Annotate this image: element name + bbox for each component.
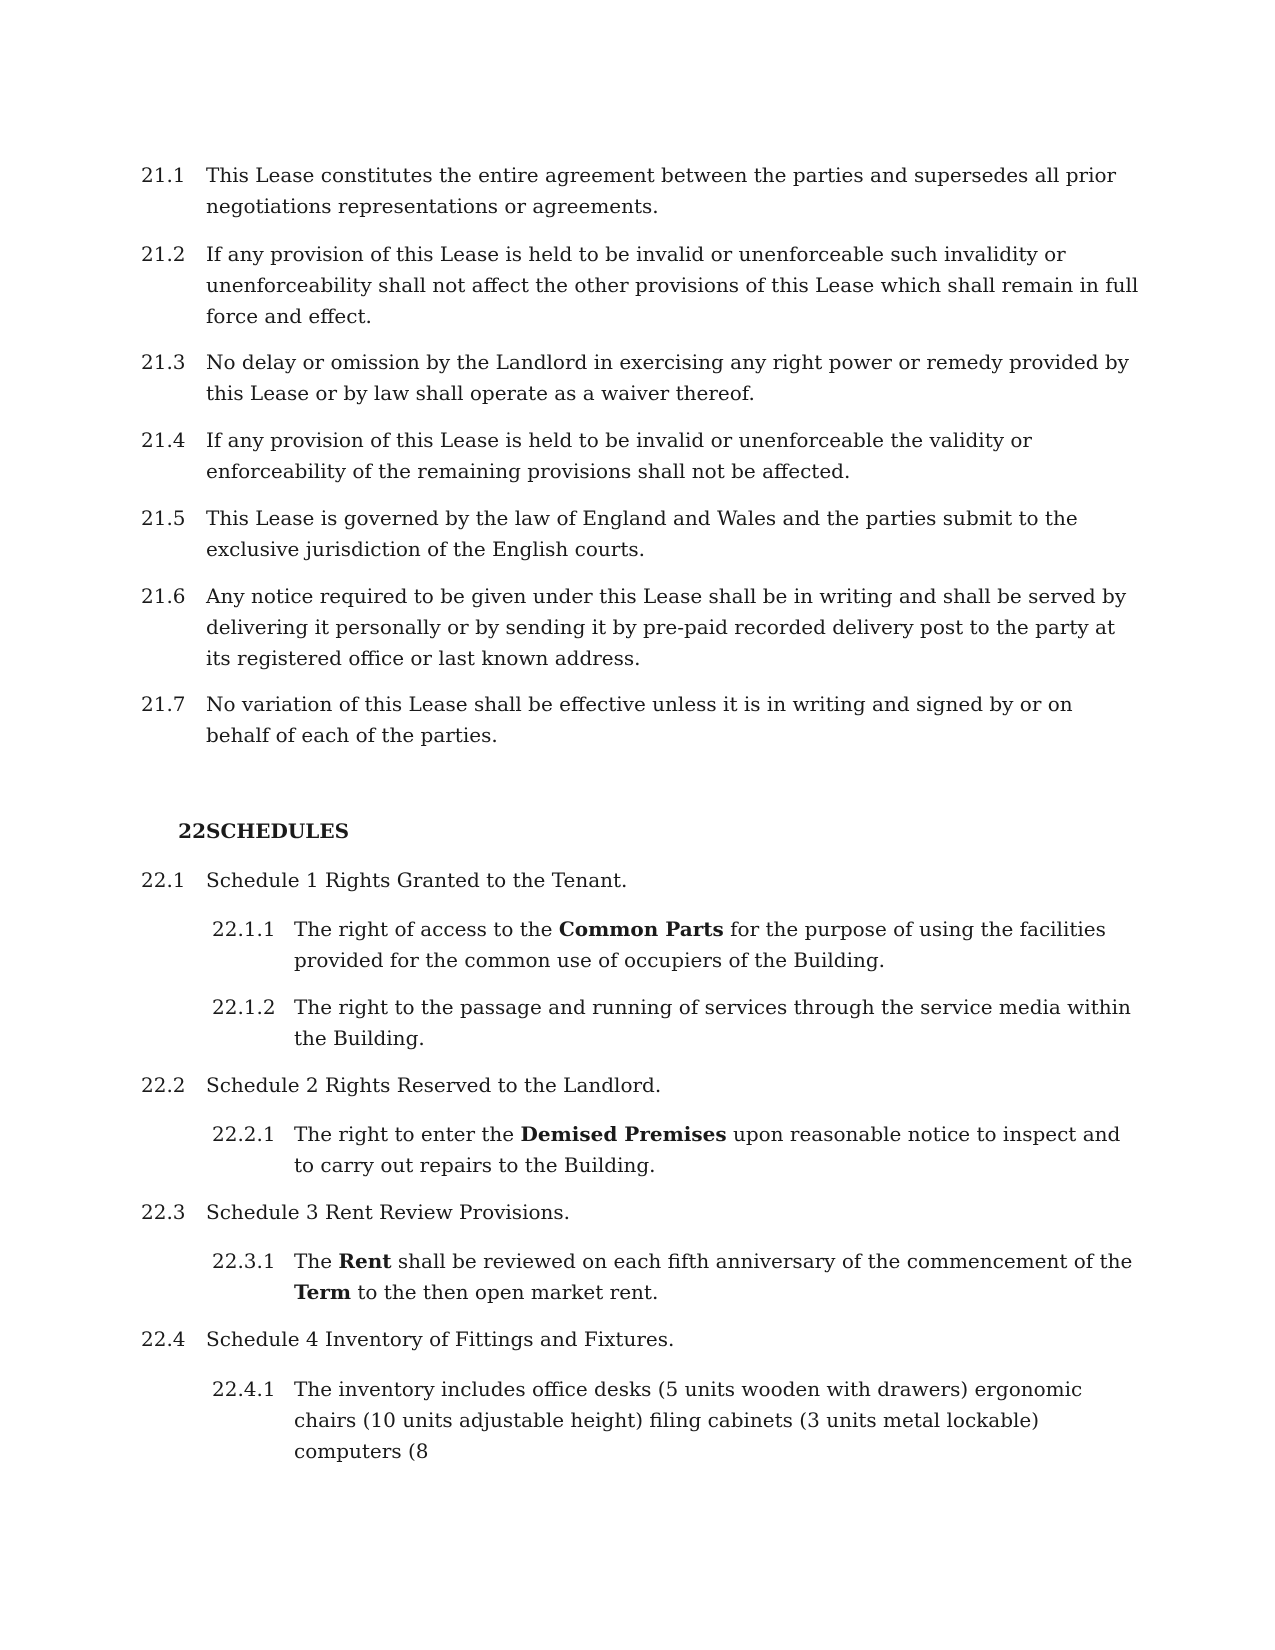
clause-21-7	[141, 689, 1141, 751]
clause-number: 22.2	[141, 1073, 186, 1097]
clause-number: 21.2	[141, 242, 186, 266]
clause-number: 21.6	[141, 584, 186, 608]
clause-text: This Lease is governed by the law of England and Wales and the parties submit to the exclusive jurisdiction of the English courts.	[206, 506, 1078, 561]
clause-number: 22.2.1	[212, 1122, 276, 1146]
clause-21-2	[141, 239, 1141, 332]
clause-text: If any provision of this Lease is held to be invalid or unenforceable such invalidity or unenforceability shall not affect the other provisions of this Lease which shall remain in full force and effect.	[206, 242, 1139, 328]
clause-text: The right to the passage and running of services through the service media within the Building.	[294, 995, 1131, 1050]
clause-text: No delay or omission by the Landlord in exercising any right power or remedy provided by this Lease or by law shall operate as a waiver thereof.	[206, 350, 1129, 405]
clause-text: The inventory includes office desks (5 units wooden with drawers) ergonomic chairs (10 units adjustable height) filing cabinets (3 units metal lockable) computers (8	[294, 1377, 1083, 1463]
clause-22-4	[141, 1324, 1141, 1355]
clause-22-4-1	[212, 1374, 1142, 1467]
clause-number: 22.1.1	[212, 917, 276, 941]
clause-text: Any notice required to be given under this Lease shall be in writing and shall be served by delivering it personally or by sending it by pre-paid recorded delivery post to the party at its registered office or last known address.	[206, 584, 1127, 670]
clause-21-5	[141, 503, 1141, 565]
clause-text: Schedule 2 Rights Reserved to the Landlord.	[206, 1073, 662, 1097]
clause-22-1-1	[212, 914, 1142, 976]
section-title: SCHEDULES	[206, 819, 350, 843]
clause-text: The right of access to the Common Parts for the purpose of using the facilities provided for the common use of occupiers of the Building.	[294, 917, 1106, 972]
defined-term: Term	[294, 1280, 352, 1304]
clause-number: 22.1	[141, 868, 186, 892]
clause-21-1	[141, 160, 1141, 222]
clause-text: This Lease constitutes the entire agreement between the parties and supersedes all prior negotiations representations or agreements.	[206, 163, 1117, 218]
clause-22-3	[141, 1197, 1141, 1228]
clause-text: The Rent shall be reviewed on each fifth anniversary of the commencement of the Term to the then open market rent.	[294, 1249, 1133, 1304]
defined-term: Common Parts	[558, 917, 724, 941]
clause-text: Schedule 4 Inventory of Fittings and Fixtures.	[206, 1327, 675, 1351]
section-heading-22	[141, 816, 349, 847]
clause-text: Schedule 3 Rent Review Provisions.	[206, 1200, 571, 1224]
clause-22-2	[141, 1070, 1141, 1101]
clause-number: 22.4.1	[212, 1377, 276, 1401]
clause-number: 22.1.2	[212, 995, 276, 1019]
section-number: 22	[178, 819, 206, 843]
clause-number: 22.3	[141, 1200, 186, 1224]
clause-text: No variation of this Lease shall be effective unless it is in writing and signed by or on behalf of each of the parties.	[206, 692, 1073, 747]
clause-22-1	[141, 865, 1141, 896]
clause-number: 21.3	[141, 350, 186, 374]
clause-number: 22.3.1	[212, 1249, 276, 1273]
clause-21-6	[141, 581, 1141, 674]
clause-text: If any provision of this Lease is held to be invalid or unenforceable the validity or enforceability of the remaining provisions shall not be affected.	[206, 428, 1032, 483]
clause-number: 22.4	[141, 1327, 186, 1351]
defined-term: Demised Premises	[520, 1122, 727, 1146]
clause-text: Schedule 1 Rights Granted to the Tenant.	[206, 868, 628, 892]
clause-22-1-2	[212, 992, 1142, 1054]
clause-text: The right to enter the Demised Premises upon reasonable notice to inspect and to carry out repairs to the Building.	[294, 1122, 1121, 1177]
clause-number: 21.7	[141, 692, 186, 716]
clause-21-3	[141, 347, 1141, 409]
clause-number: 21.4	[141, 428, 186, 452]
clause-number: 21.1	[141, 163, 186, 187]
clause-21-4	[141, 425, 1141, 487]
clause-22-3-1	[212, 1246, 1142, 1308]
clause-22-2-1	[212, 1119, 1142, 1181]
defined-term: Rent	[338, 1249, 392, 1273]
clause-number: 21.5	[141, 506, 186, 530]
